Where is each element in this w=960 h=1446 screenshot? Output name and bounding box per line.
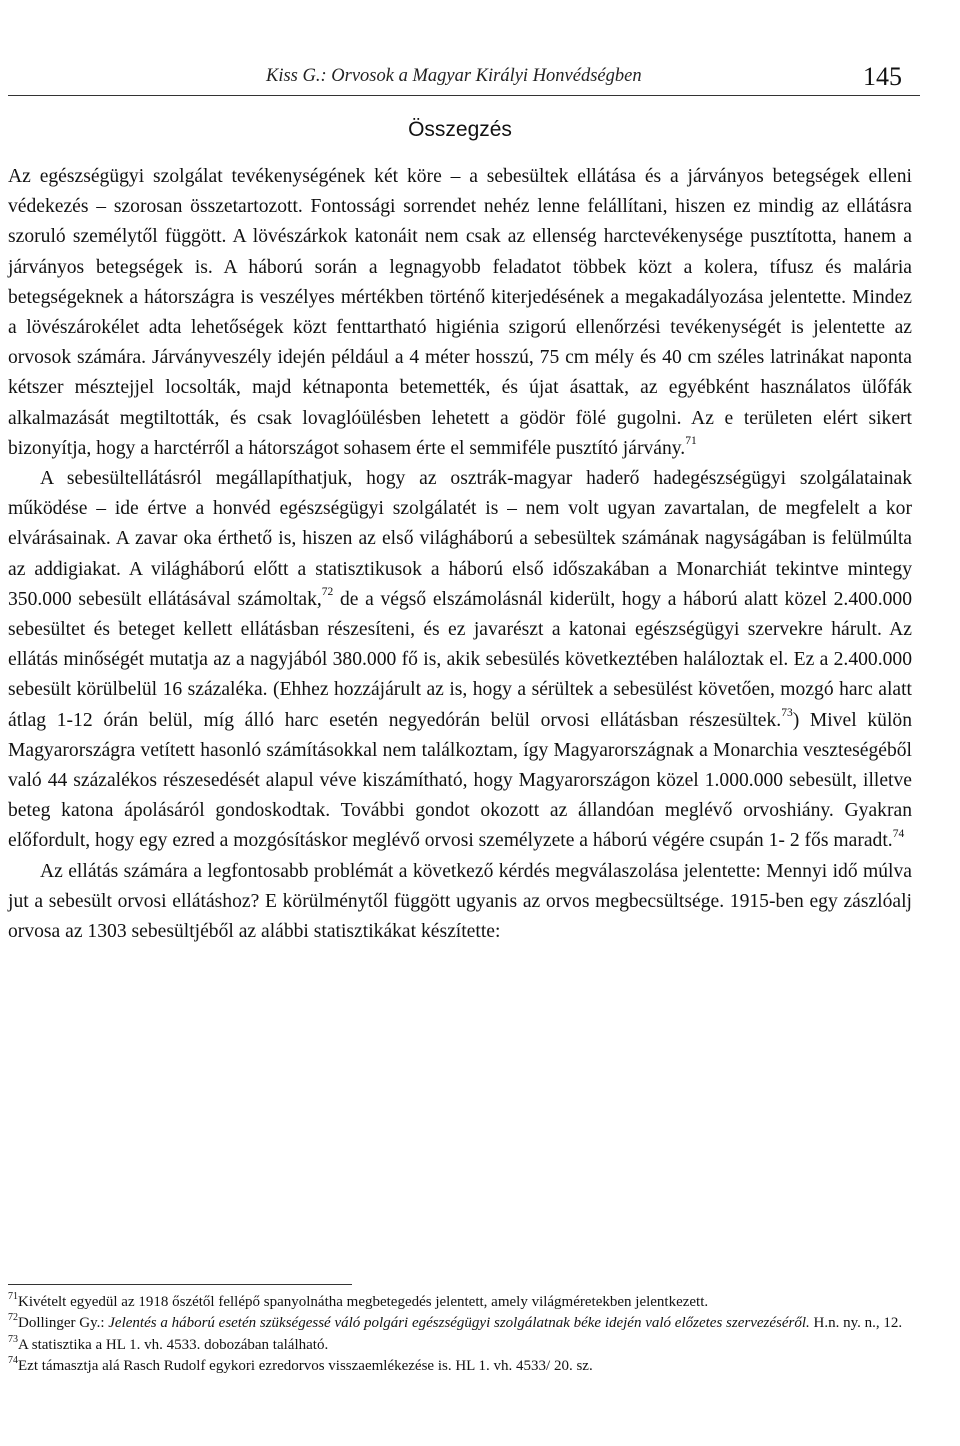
footnote-author: Dollinger Gy.: xyxy=(18,1315,109,1332)
footnote-number: 72 xyxy=(8,1312,18,1324)
footnote-ref-72: 72 xyxy=(321,586,334,599)
footnote-71 xyxy=(8,1292,912,1313)
footnote-ref-74: 74 xyxy=(892,827,905,840)
footnote-ref-73: 73 xyxy=(781,707,793,720)
paragraph-2-text-c: ) Mivel külön Magyarországra vetített hasonló számításokkal nem találkoztam, így Magyarországnak a Monarchia veszteségéből való 44 százalékos részesedését alapul véve kiszámítható, hogy Magyarországon közel 1.000.000 sebesült, illetve beteg katona ápolásáról gondoskodtak. További gondot okozott az állandóan meglévő orvoshiány. Gyakran előfordult, hogy egy ezred a mozgósításkor meglévő orvosi személyzete a háború végére csupán 1- 2 fős maradt. xyxy=(8,709,912,852)
footnote-74 xyxy=(8,1356,912,1377)
running-head xyxy=(8,60,912,94)
paragraph-1-text: Az egészségügyi szolgálat tevékenységének két köre – a sebesültek ellátása és a járványos betegségek elleni védekezés – szorosan összetartozott. Fontossági sorrendet nehéz lenne felállítani, hiszen ez mindig az ellátásra szoruló személytől függött. A lövészárkok katonáit nem csak az ellenség harctevékenysége pusztította, hanem a járványos betegségek is. A háború során a legnagyobb feladatot többek közt a kolera, tífusz és malária betegségeknek a hátországra is veszélyes mértékben történő kiterjedésének a megakadályozása jelentette. Mindez a lövészárokélet adta lehetőségek közt fenttartható higiénia szigorú ellenőrzési tevékenységét is jelentette az orvosok számára. Járványveszély idején például a 4 méter hosszú, 75 cm mély és 40 cm széles latrinákat naponta kétszer mésztejjel locsolták, majd kétnaponta betemették, és újat ásattak, az egyébként használatos ülőfák alkalmazását megtiltották, és csak lovaglóülésben lehetett a gödör fölé gugolni. Az e területen elért sikert bizonyítja, hogy a harctérről a hátországot sohasem érte el semmiféle pusztító járvány. xyxy=(8,166,912,459)
footnote-number: 74 xyxy=(8,1355,18,1367)
footnote-text: Ezt támasztja alá Rasch Rudolf egykori ezredorvos visszaemlékezése is. HL 1. vh. 4533/ 20. sz. xyxy=(18,1358,593,1375)
footnote-72 xyxy=(8,1313,912,1334)
footnote-publication: H.n. ny. n., 12. xyxy=(809,1315,903,1332)
paragraph-2 xyxy=(8,464,912,857)
page-number: 145 xyxy=(863,62,902,91)
body-text xyxy=(8,162,912,947)
footnote-ref-71: 71 xyxy=(685,435,697,448)
paragraph-3-text: Az ellátás számára a legfontosabb problémát a következő kérdés megválaszolása jelentette: Mennyi idő múlva jut a sebesült orvosi ellátáshoz? E körülménytől függött ugyanis az orvos megbecsültsége. 1915-ben egy zászlóalj orvosa az 1303 sebesültjéből az alábbi statisztikákat készítette: xyxy=(8,860,912,943)
paragraph-1 xyxy=(8,162,912,464)
paragraph-2-text-a: A sebesültellátásról megállapíthatjuk, hogy az osztrák-magyar haderő hadegészségügyi szolgálatainak működése – ide értve a honvéd egészségügyi szolgálatét is – nem volt ugyan zavartalan, de megfelelt a kor elvárásainak. A zavar oka érthető is, hiszen az első világháború a sebesültek számának nagyságában is felülmúlta az addigiakat. A világháború előtt a statisztikusok a háború első időszakában a Monarchiát tekintve mintegy 350.000 sebesült ellátásával számoltak, xyxy=(8,468,912,610)
footnote-text: A statisztika a HL 1. vh. 4533. dobozában található. xyxy=(18,1336,329,1353)
header-rule xyxy=(8,95,920,96)
footnotes xyxy=(8,1292,912,1378)
footnote-work-title: Jelentés a háború esetén szükségessé váló polgári egészségügyi szolgálatnak béke idején való előzetes szervezéséről. xyxy=(108,1315,810,1332)
footnote-number: 71 xyxy=(8,1291,18,1302)
paragraph-2-text-b: de a végső elszámolásnál kiderült, hogy a háború alatt közel 2.400.000 sebesültet és beteget kellett ellátásban részesíteni, és ez javarészt a katonai egészségügyi szervekre hárult. Az ellátás minőségét mutatja az a nagyjából 380.000 fő is, akik sebesülés következtében haláloztak el. Ez a 2.400.000 sebesült körülbelül 16 százaléka. (Ehhez hozzájárult az is, hogy a sérültek a sebesülést követően, mozgó harc alatt átlag 1-12 órán belül, míg álló harc esetén negyedórán belül orvosi ellátásban részesültek. xyxy=(8,588,912,731)
footnote-73 xyxy=(8,1335,912,1356)
section-title: Összegzés xyxy=(408,118,512,141)
footnote-number: 73 xyxy=(8,1333,18,1345)
footnote-text: Kivételt egyedül az 1918 őszétől fellépő spanyolnátha megbetegedés jelentett, amely világméretekben jelentkezett. xyxy=(18,1294,709,1310)
running-title: Kiss G.: Orvosok a Magyar Királyi Honvédségben xyxy=(266,66,642,86)
footnote-rule xyxy=(8,1284,352,1285)
paragraph-3 xyxy=(8,857,912,948)
